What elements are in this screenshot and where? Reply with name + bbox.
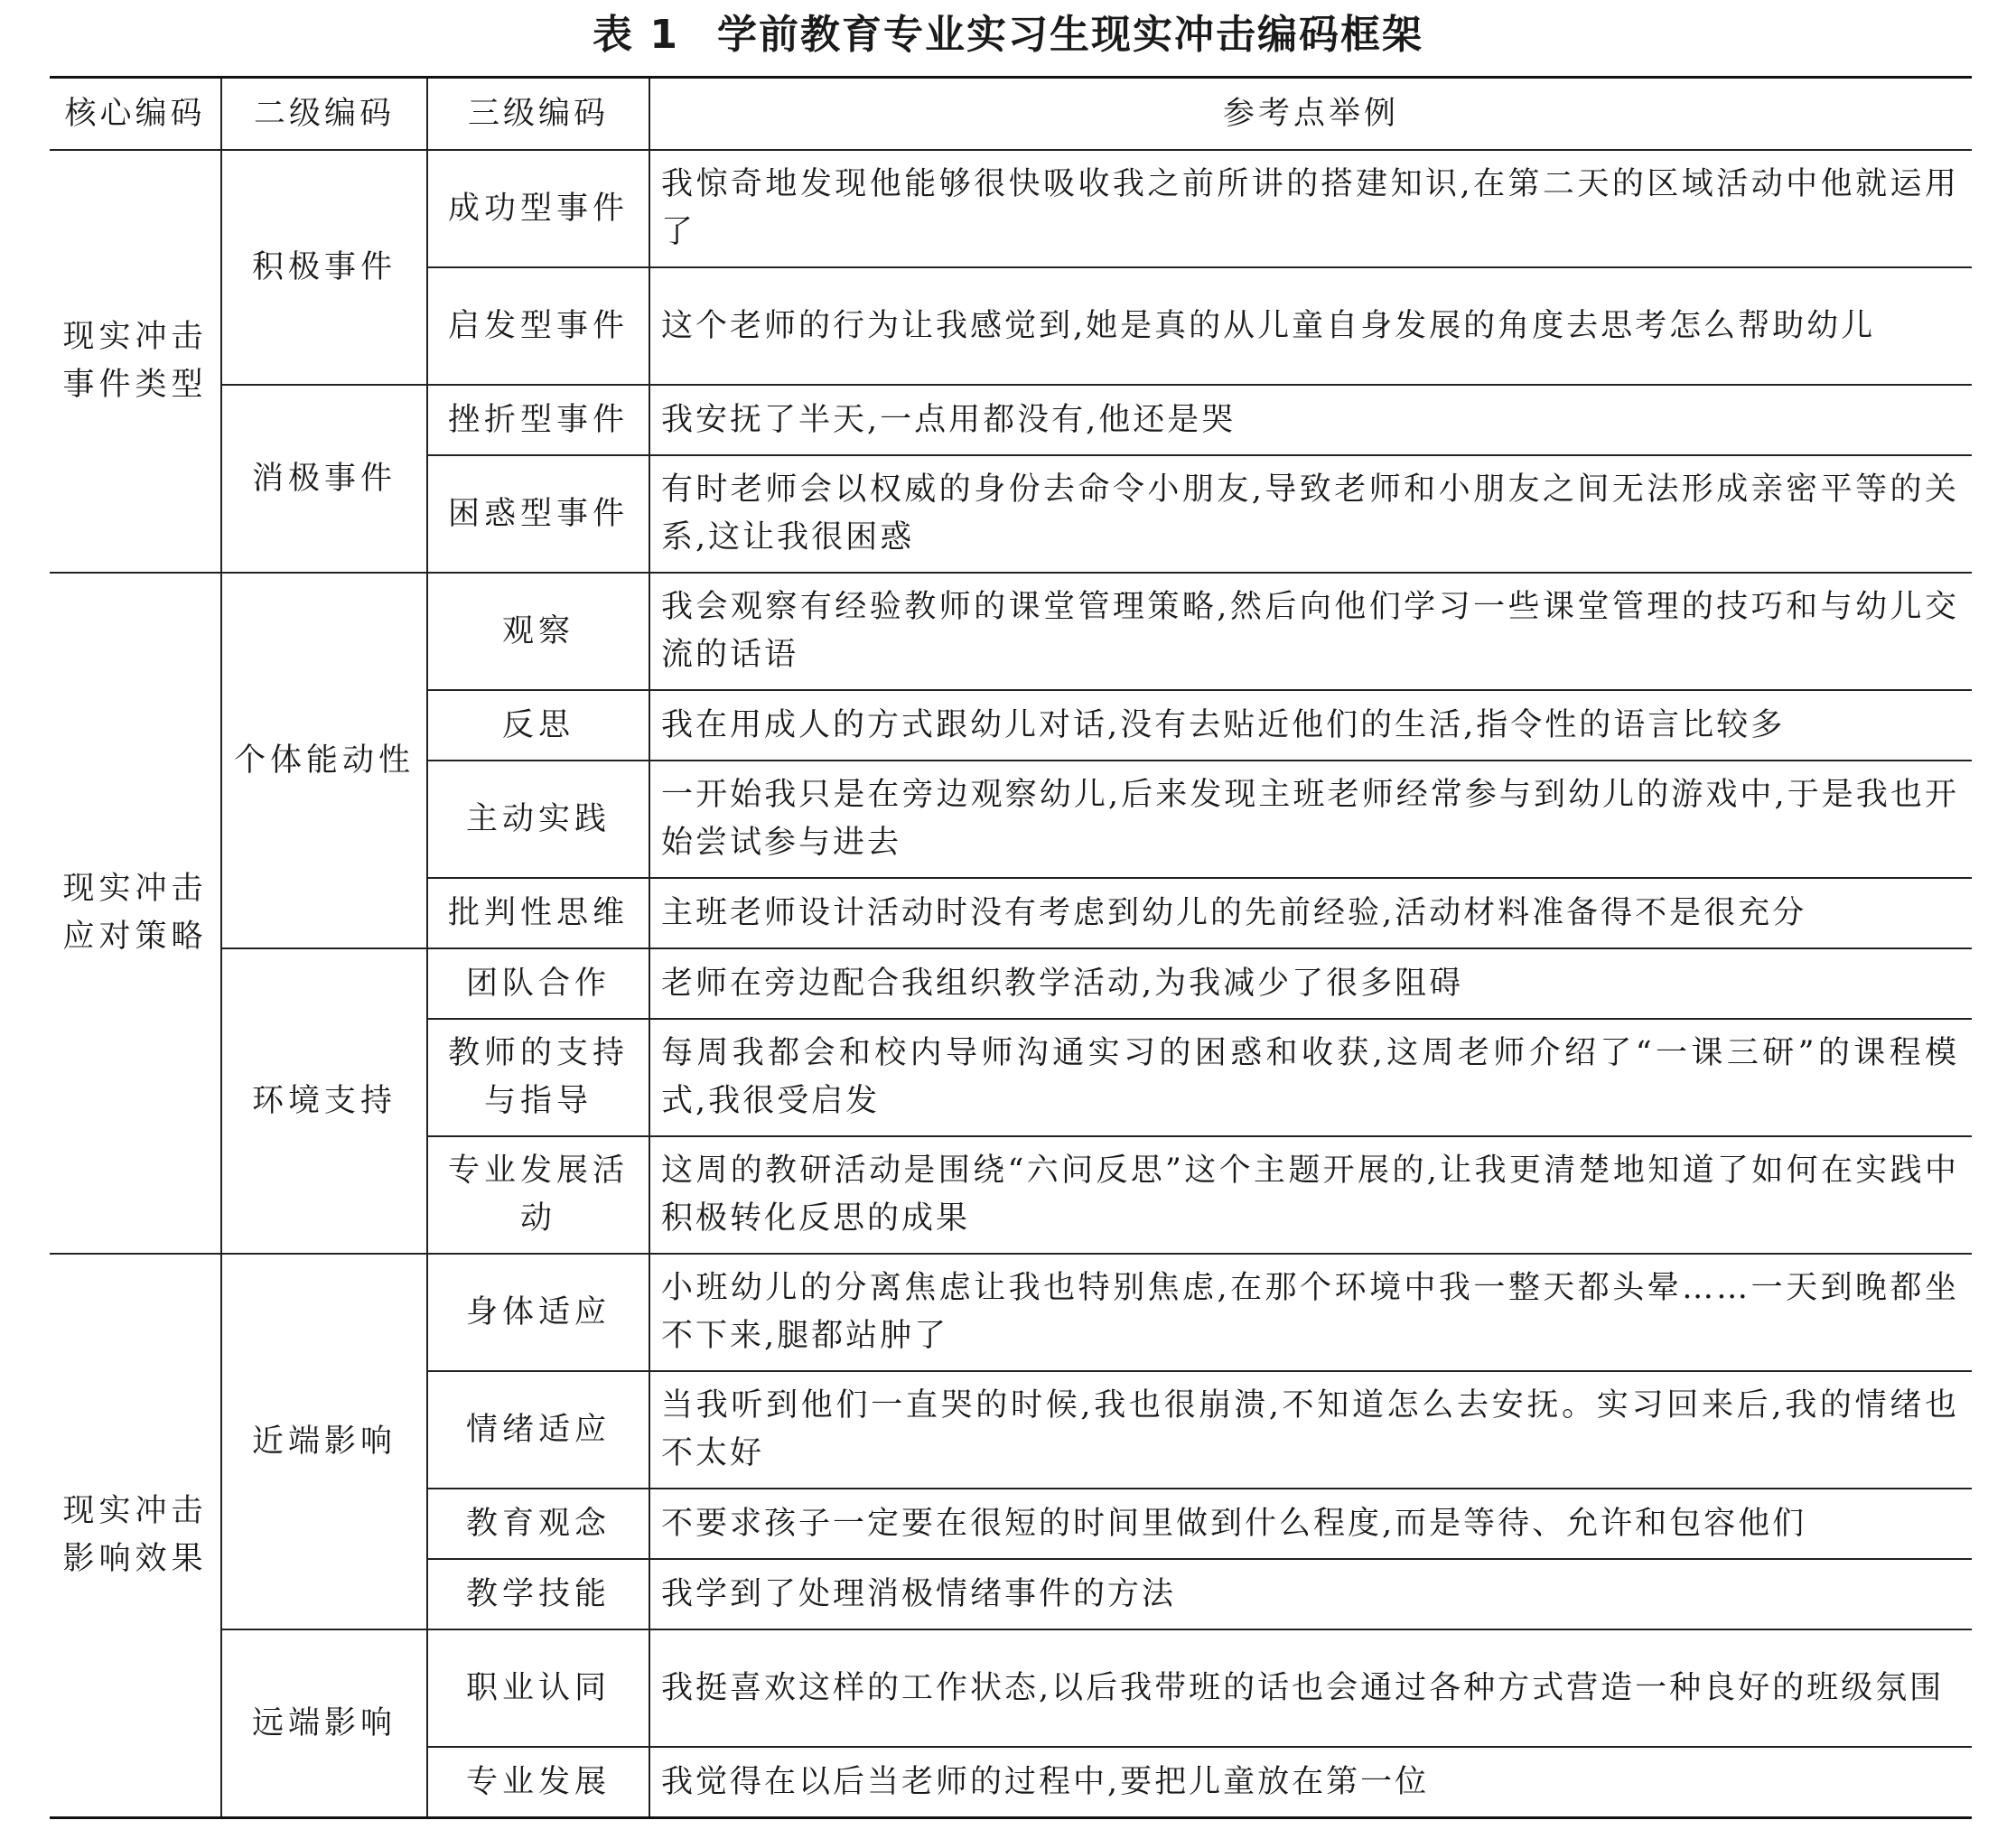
example-cell: 我惊奇地发现他能够很快吸收我之前所讲的搭建知识,在第二天的区域活动中他就运用了 xyxy=(649,150,1972,267)
header-level2: 二级编码 xyxy=(221,78,427,151)
core-code-cell: 现实冲击应对策略 xyxy=(50,573,221,1254)
table-title: 学前教育专业实习生现实冲击编码框架 xyxy=(716,12,1423,58)
example-cell: 不要求孩子一定要在很短的时间里做到什么程度,而是等待、允许和包容他们 xyxy=(649,1489,1972,1559)
example-cell: 小班幼儿的分离焦虑让我也特别焦虑,在那个环境中我一整天都头晕……一天到晚都坐不下来,腿都站肿了 xyxy=(649,1254,1972,1371)
level3-code-cell: 反思 xyxy=(427,690,649,761)
example-cell: 老师在旁边配合我组织教学活动,为我减少了很多阻碍 xyxy=(649,948,1972,1019)
level3-code-cell: 主动实践 xyxy=(427,761,649,878)
example-cell: 主班老师设计活动时没有考虑到幼儿的先前经验,活动材料准备得不是很充分 xyxy=(649,878,1972,948)
level2-code-cell: 环境支持 xyxy=(221,948,427,1254)
level3-code-cell: 身体适应 xyxy=(427,1254,649,1371)
level3-code-cell: 教师的支持与指导 xyxy=(427,1019,649,1136)
level3-code-cell: 教学技能 xyxy=(427,1559,649,1629)
header-example: 参考点举例 xyxy=(649,78,1972,151)
level3-code-cell: 专业发展 xyxy=(427,1747,649,1818)
table-caption xyxy=(0,4,2016,67)
level2-code-cell: 个体能动性 xyxy=(221,573,427,948)
level3-code-cell: 职业认同 xyxy=(427,1629,649,1747)
example-cell: 这个老师的行为让我感觉到,她是真的从儿童自身发展的角度去思考怎么帮助幼儿 xyxy=(649,267,1972,385)
example-cell: 这周的教研活动是围绕“六问反思”这个主题开展的,让我更清楚地知道了如何在实践中积极转化反思的成果 xyxy=(649,1136,1972,1254)
example-cell: 有时老师会以权威的身份去命令小朋友,导致老师和小朋友之间无法形成亲密平等的关系,这让我很困惑 xyxy=(649,455,1972,573)
level2-code-cell: 消极事件 xyxy=(221,385,427,573)
level3-code-cell: 批判性思维 xyxy=(427,878,649,948)
example-cell: 我会观察有经验教师的课堂管理策略,然后向他们学习一些课堂管理的技巧和与幼儿交流的话语 xyxy=(649,573,1972,690)
example-cell: 我挺喜欢这样的工作状态,以后我带班的话也会通过各种方式营造一种良好的班级氛围 xyxy=(649,1629,1972,1747)
example-cell: 我学到了处理消极情绪事件的方法 xyxy=(649,1559,1972,1629)
table-row xyxy=(50,1629,1972,1747)
example-cell: 一开始我只是在旁边观察幼儿,后来发现主班老师经常参与到幼儿的游戏中,于是我也开始尝试参与进去 xyxy=(649,761,1972,878)
level3-code-cell: 教育观念 xyxy=(427,1489,649,1559)
table-row xyxy=(50,1254,1972,1371)
header-row xyxy=(50,78,1972,151)
level2-code-cell: 近端影响 xyxy=(221,1254,427,1629)
table-row xyxy=(50,385,1972,455)
coding-framework-table xyxy=(50,76,1972,1819)
example-cell: 我在用成人的方式跟幼儿对话,没有去贴近他们的生活,指令性的语言比较多 xyxy=(649,690,1972,761)
level2-code-cell: 远端影响 xyxy=(221,1629,427,1818)
example-cell: 我觉得在以后当老师的过程中,要把儿童放在第一位 xyxy=(649,1747,1972,1818)
level3-code-cell: 观察 xyxy=(427,573,649,690)
table-number: 表 1 xyxy=(593,12,679,58)
example-cell: 我安抚了半天,一点用都没有,他还是哭 xyxy=(649,385,1972,455)
level3-code-cell: 挫折型事件 xyxy=(427,385,649,455)
table-row xyxy=(50,573,1972,690)
core-code-cell: 现实冲击事件类型 xyxy=(50,150,221,573)
table-row xyxy=(50,150,1972,267)
header-level3: 三级编码 xyxy=(427,78,649,151)
level3-code-cell: 专业发展活动 xyxy=(427,1136,649,1254)
table-row xyxy=(50,948,1972,1019)
core-code-cell: 现实冲击影响效果 xyxy=(50,1254,221,1818)
example-cell: 每周我都会和校内导师沟通实习的困惑和收获,这周老师介绍了“一课三研”的课程模式,我很受启发 xyxy=(649,1019,1972,1136)
level3-code-cell: 困惑型事件 xyxy=(427,455,649,573)
level3-code-cell: 成功型事件 xyxy=(427,150,649,267)
level3-code-cell: 启发型事件 xyxy=(427,267,649,385)
level2-code-cell: 积极事件 xyxy=(221,150,427,385)
header-core: 核心编码 xyxy=(50,78,221,151)
example-cell: 当我听到他们一直哭的时候,我也很崩溃,不知道怎么去安抚。实习回来后,我的情绪也不太好 xyxy=(649,1371,1972,1489)
level3-code-cell: 团队合作 xyxy=(427,948,649,1019)
level3-code-cell: 情绪适应 xyxy=(427,1371,649,1489)
